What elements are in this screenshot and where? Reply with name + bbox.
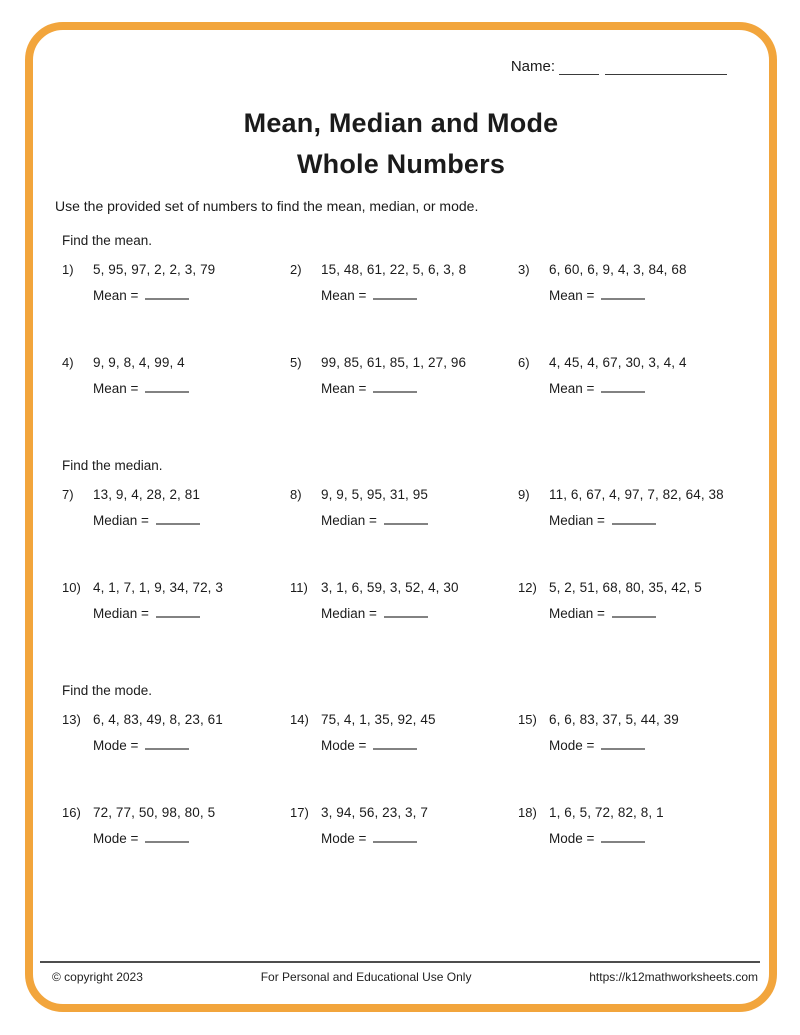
problem-grid (62, 712, 762, 846)
problem-number: 7) (62, 487, 74, 502)
website-url: https://k12mathworksheets.com (589, 970, 758, 984)
answer-label: Mode = (93, 738, 139, 753)
problem-values: 4, 45, 4, 67, 30, 3, 4, 4 (549, 355, 687, 370)
problem-4 (62, 355, 290, 396)
problem-number: 2) (290, 262, 302, 277)
problem-grid (62, 262, 762, 396)
answer-blank[interactable] (373, 380, 417, 393)
problem-number: 6) (518, 355, 530, 370)
problem-15 (518, 712, 746, 753)
answer-label: Mode = (549, 738, 595, 753)
problem-values: 6, 60, 6, 9, 4, 3, 84, 68 (549, 262, 687, 277)
answer-label: Median = (549, 513, 605, 528)
page-footer (40, 961, 760, 984)
answer-blank[interactable] (156, 605, 200, 618)
answer-blank[interactable] (601, 737, 645, 750)
problem-number: 17) (290, 805, 309, 820)
problem-number: 13) (62, 712, 81, 727)
answer-label: Mean = (93, 381, 139, 396)
problem-values: 75, 4, 1, 35, 92, 45 (321, 712, 436, 727)
problem-number: 3) (518, 262, 530, 277)
answer-blank[interactable] (384, 605, 428, 618)
problem-number: 5) (290, 355, 302, 370)
problem-11 (290, 580, 518, 621)
answer-blank[interactable] (156, 512, 200, 525)
answer-label: Median = (321, 513, 377, 528)
problem-1 (62, 262, 290, 303)
problem-values: 15, 48, 61, 22, 5, 6, 3, 8 (321, 262, 467, 277)
answer-label: Mode = (93, 831, 139, 846)
problem-values: 5, 2, 51, 68, 80, 35, 42, 5 (549, 580, 702, 595)
problem-number: 18) (518, 805, 537, 820)
answer-blank[interactable] (601, 287, 645, 300)
answer-blank[interactable] (384, 512, 428, 525)
problem-number: 15) (518, 712, 537, 727)
problem-17 (290, 805, 518, 846)
problem-number: 11) (290, 580, 308, 595)
problem-number: 8) (290, 487, 302, 502)
answer-blank[interactable] (601, 380, 645, 393)
name-row (40, 58, 762, 75)
problem-values: 13, 9, 4, 28, 2, 81 (93, 487, 200, 502)
answer-blank[interactable] (373, 737, 417, 750)
title-line-2: Whole Numbers (296, 149, 506, 179)
answer-blank[interactable] (373, 830, 417, 843)
answer-blank[interactable] (612, 605, 656, 618)
problem-number: 10) (62, 580, 81, 595)
name-label: Name: (510, 58, 555, 75)
problem-3 (518, 262, 746, 303)
answer-label: Mean = (549, 288, 595, 303)
section-median (62, 458, 762, 621)
problem-12 (518, 580, 746, 621)
answer-blank[interactable] (145, 830, 189, 843)
problem-number: 12) (518, 580, 537, 595)
section-heading: Find the mode. (62, 683, 153, 698)
answer-blank[interactable] (373, 287, 417, 300)
problem-7 (62, 487, 290, 528)
problem-10 (62, 580, 290, 621)
answer-label: Median = (93, 513, 149, 528)
copyright-text: © copyright 2023 (52, 970, 143, 984)
problem-values: 11, 6, 67, 4, 97, 7, 82, 64, 38 (549, 487, 724, 502)
problem-5 (290, 355, 518, 396)
section-mean (62, 233, 762, 396)
answer-label: Median = (93, 606, 149, 621)
problem-6 (518, 355, 746, 396)
section-mode (62, 683, 762, 846)
answer-label: Mean = (321, 381, 367, 396)
name-blank[interactable] (559, 58, 599, 75)
problem-values: 72, 77, 50, 98, 80, 5 (93, 805, 216, 820)
problem-9 (518, 487, 746, 528)
problem-18 (518, 805, 746, 846)
problem-number: 16) (62, 805, 81, 820)
answer-blank[interactable] (145, 380, 189, 393)
answer-blank[interactable] (601, 830, 645, 843)
answer-label: Median = (549, 606, 605, 621)
answer-label: Mean = (321, 288, 367, 303)
problem-values: 9, 9, 5, 95, 31, 95 (321, 487, 428, 502)
problem-values: 3, 94, 56, 23, 3, 7 (321, 805, 428, 820)
answer-blank[interactable] (145, 737, 189, 750)
instruction-text: Use the provided set of numbers to find the mean, median, or mode. (55, 198, 479, 214)
problem-8 (290, 487, 518, 528)
problem-values: 9, 9, 8, 4, 99, 4 (93, 355, 185, 370)
problem-grid (62, 487, 762, 621)
problem-values: 6, 4, 83, 49, 8, 23, 61 (93, 712, 223, 727)
answer-label: Mean = (549, 381, 595, 396)
problem-number: 9) (518, 487, 530, 502)
answer-label: Mode = (549, 831, 595, 846)
answer-blank[interactable] (145, 287, 189, 300)
problem-number: 1) (62, 262, 74, 277)
name-blank[interactable] (605, 58, 727, 75)
problem-values: 6, 6, 83, 37, 5, 44, 39 (549, 712, 679, 727)
usage-text: For Personal and Educational Use Only (260, 970, 472, 984)
problem-number: 14) (290, 712, 309, 727)
problem-13 (62, 712, 290, 753)
problem-16 (62, 805, 290, 846)
worksheet-page (40, 40, 762, 846)
problem-values: 99, 85, 61, 85, 1, 27, 96 (321, 355, 467, 370)
answer-blank[interactable] (612, 512, 656, 525)
problem-values: 5, 95, 97, 2, 2, 3, 79 (93, 262, 216, 277)
answer-label: Mode = (321, 831, 367, 846)
problem-values: 3, 1, 6, 59, 3, 52, 4, 30 (321, 580, 459, 595)
problem-values: 1, 6, 5, 72, 82, 8, 1 (549, 805, 664, 820)
title-line-1: Mean, Median and Mode (243, 108, 559, 138)
answer-label: Median = (321, 606, 377, 621)
answer-label: Mean = (93, 288, 139, 303)
problem-values: 4, 1, 7, 1, 9, 34, 72, 3 (93, 580, 223, 595)
page-title (40, 103, 762, 185)
section-heading: Find the median. (62, 458, 163, 473)
section-heading: Find the mean. (62, 233, 153, 248)
problem-number: 4) (62, 355, 74, 370)
answer-label: Mode = (321, 738, 367, 753)
problem-2 (290, 262, 518, 303)
problem-14 (290, 712, 518, 753)
